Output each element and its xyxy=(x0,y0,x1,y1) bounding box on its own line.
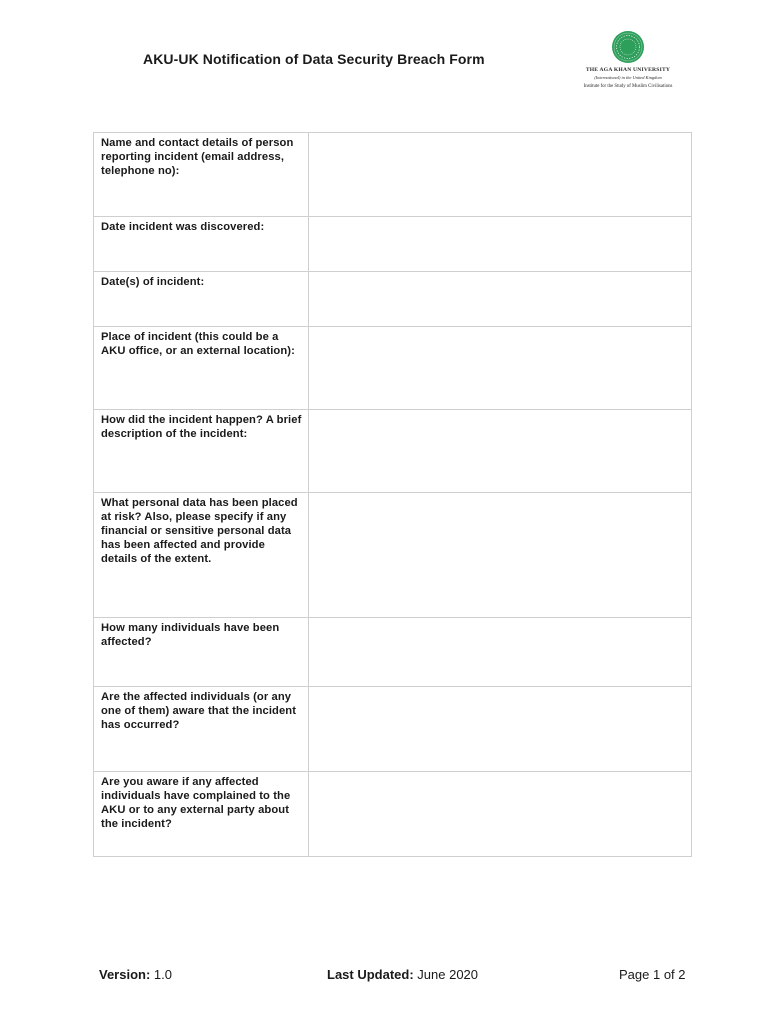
form-row-complaints xyxy=(94,772,692,857)
reporter-details-field[interactable] xyxy=(309,133,692,217)
aku-emblem-icon xyxy=(611,30,645,64)
version-label: Version: xyxy=(99,967,151,982)
field-label: Are the affected individuals (or any one of them) aware that the incident has occurred? xyxy=(94,687,309,772)
footer-version xyxy=(99,967,172,982)
logo-line-international: (International) in the United Kingdom xyxy=(594,75,662,80)
date-discovered-field[interactable] xyxy=(309,217,692,272)
field-label: Place of incident (this could be a AKU office, or an external location): xyxy=(94,327,309,410)
complaints-field[interactable] xyxy=(309,772,692,857)
individuals-count-field[interactable] xyxy=(309,618,692,687)
individuals-aware-field[interactable] xyxy=(309,687,692,772)
footer-last-updated xyxy=(327,967,478,982)
last-updated-value: June 2020 xyxy=(417,967,479,982)
breach-form-table xyxy=(93,132,692,857)
logo-line-institute: Institute for the Study of Muslim Civilisations xyxy=(583,84,673,89)
incident-description-field[interactable] xyxy=(309,410,692,493)
form-row-place xyxy=(94,327,692,410)
field-label: Date incident was discovered: xyxy=(94,217,309,272)
page-number: Page 1 of 2 xyxy=(619,967,686,982)
form-row-date-discovered xyxy=(94,217,692,272)
form-row-incident-dates xyxy=(94,272,692,327)
field-label: Date(s) of incident: xyxy=(94,272,309,327)
logo-line-university: THE AGA KHAN UNIVERSITY xyxy=(585,67,671,73)
field-label: How many individuals have been affected? xyxy=(94,618,309,687)
personal-data-field[interactable] xyxy=(309,493,692,618)
page-title: AKU-UK Notification of Data Security Breach Form xyxy=(143,51,485,67)
form-row-individuals-count xyxy=(94,618,692,687)
version-value: 1.0 xyxy=(153,967,172,982)
field-label: What personal data has been placed at risk? Also, please specify if any financial or sensitive personal data has been affected and provide details of the extent. xyxy=(94,493,309,618)
university-logo xyxy=(572,30,684,91)
form-row-reporter xyxy=(94,133,692,217)
field-label: How did the incident happen? A brief description of the incident: xyxy=(94,410,309,493)
form-row-how xyxy=(94,410,692,493)
last-updated-label: Last Updated: xyxy=(327,967,414,982)
incident-place-field[interactable] xyxy=(309,327,692,410)
form-row-individuals-aware xyxy=(94,687,692,772)
form-row-personal-data xyxy=(94,493,692,618)
field-label: Name and contact details of person reporting incident (email address, telephone no): xyxy=(94,133,309,217)
field-label: Are you aware if any affected individuals have complained to the AKU or to any external party about the incident? xyxy=(94,772,309,857)
incident-dates-field[interactable] xyxy=(309,272,692,327)
